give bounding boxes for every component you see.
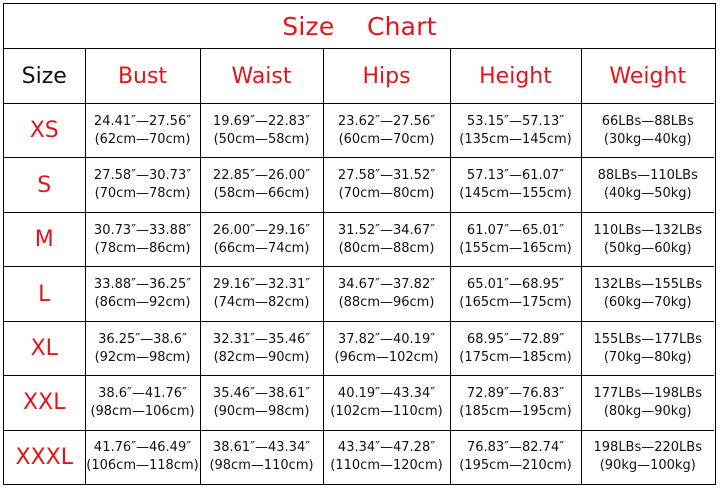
height-cell [450,430,581,484]
height-inches: 61.07″—65.01″ [466,222,565,238]
waist-cell [200,158,323,212]
height-inches: 76.83″—82.74″ [466,440,565,456]
hips-inches: 23.62″—27.56″ [337,113,436,129]
size-label: M [4,212,85,266]
hips-cell [323,321,450,375]
height-inches: 53.15″—57.13″ [466,113,565,129]
bust-inches: 38.6″—41.76″ [98,385,187,401]
weight-cell [581,158,714,212]
header-bust: Bust [85,49,200,104]
size-label: XL [4,321,85,375]
height-cm: (185cm—195cm) [459,403,572,419]
hips-cm: (70cm—80cm) [338,186,435,202]
waist-cm: (74cm—82cm) [213,295,310,311]
height-inches: 68.95″—72.89″ [466,331,565,347]
bust-cm: (86cm—92cm) [94,295,191,311]
weight-lbs: 110LBs—132LBs [593,222,702,238]
hips-inches: 34.67″—37.82″ [337,277,436,293]
weight-cell [581,104,714,158]
header-height: Height [450,49,581,104]
waist-inches: 29.16″—32.31″ [212,277,311,293]
waist-cell [200,376,323,430]
hips-inches: 43.34″—47.28″ [337,440,436,456]
table-row [4,212,714,266]
weight-kg: (50kg—60kg) [603,240,692,256]
hips-cell [323,212,450,266]
waist-cm: (58cm—66cm) [213,186,310,202]
size-label: XS [4,104,85,158]
weight-lbs: 66LBs—88LBs [601,113,694,129]
weight-cell [581,267,714,321]
size-table [4,48,714,484]
bust-cell [85,376,200,430]
waist-cm: (82cm—90cm) [213,349,310,365]
weight-lbs: 155LBs—177LBs [593,331,702,347]
weight-lbs: 198LBs—220LBs [593,440,702,456]
bust-cell [85,212,200,266]
waist-cell [200,212,323,266]
hips-cell [323,376,450,430]
size-label: XXXL [4,430,85,484]
chart-title: Size Chart [282,11,437,41]
hips-cell [323,267,450,321]
height-cell [450,158,581,212]
bust-inches: 24.41″—27.56″ [93,113,192,129]
weight-kg: (60kg—70kg) [603,295,692,311]
hips-cm: (60cm—70cm) [338,131,435,147]
weight-kg: (40kg—50kg) [603,186,692,202]
weight-lbs: 132LBs—155LBs [593,277,702,293]
table-row [4,104,714,158]
weight-cell [581,321,714,375]
header-size: Size [4,49,85,104]
bust-cm: (106cm—118cm) [86,458,199,474]
hips-cm: (102cm—110cm) [330,403,443,419]
size-label: S [4,158,85,212]
waist-inches: 22.85″—26.00″ [212,168,311,184]
bust-cell [85,267,200,321]
waist-inches: 38.61″—43.34″ [212,440,311,456]
hips-cell [323,158,450,212]
waist-cm: (50cm—58cm) [213,131,310,147]
height-inches: 72.89″—76.83″ [466,385,565,401]
waist-inches: 32.31″—35.46″ [212,331,311,347]
hips-inches: 40.19″—43.34″ [337,385,436,401]
bust-cell [85,158,200,212]
size-label: L [4,267,85,321]
waist-inches: 26.00″—29.16″ [212,222,311,238]
height-cm: (135cm—145cm) [459,131,572,147]
hips-cell [323,104,450,158]
bust-cm: (78cm—86cm) [94,240,191,256]
header-hips: Hips [323,49,450,104]
waist-inches: 35.46″—38.61″ [212,385,311,401]
bust-cell [85,104,200,158]
height-cm: (195cm—210cm) [459,458,572,474]
height-cm: (165cm—175cm) [459,295,572,311]
waist-cell [200,267,323,321]
weight-kg: (80kg—90kg) [603,403,692,419]
waist-cm: (90cm—98cm) [213,403,310,419]
height-cell [450,212,581,266]
waist-cell [200,321,323,375]
height-inches: 57.13″—61.07″ [466,168,565,184]
table-row [4,321,714,375]
size-chart [3,3,716,485]
height-cm: (155cm—165cm) [459,240,572,256]
bust-inches: 27.58″—30.73″ [93,168,192,184]
table-row [4,376,714,430]
bust-cell [85,321,200,375]
waist-cm: (98cm—110cm) [209,458,314,474]
weight-cell [581,430,714,484]
header-row [4,49,714,104]
header-weight: Weight [581,49,714,104]
height-cm: (145cm—155cm) [459,186,572,202]
table-row [4,158,714,212]
waist-cm: (66cm—74cm) [213,240,310,256]
height-cell [450,267,581,321]
table-row [4,430,714,484]
weight-lbs: 177LBs—198LBs [593,385,702,401]
waist-cell [200,104,323,158]
weight-kg: (90kg—100kg) [599,458,696,474]
waist-cell [200,430,323,484]
hips-inches: 27.58″—31.52″ [337,168,436,184]
height-inches: 65.01″—68.95″ [466,277,565,293]
hips-cm: (80cm—88cm) [338,240,435,256]
weight-kg: (70kg—80kg) [603,349,692,365]
weight-kg: (30kg—40kg) [603,131,692,147]
weight-lbs: 88LBs—110LBs [597,168,698,184]
header-waist: Waist [200,49,323,104]
hips-cm: (110cm—120cm) [330,458,443,474]
bust-inches: 41.76″—46.49″ [93,440,192,456]
hips-cell [323,430,450,484]
height-cm: (175cm—185cm) [459,349,572,365]
hips-cm: (88cm—96cm) [338,295,435,311]
weight-cell [581,212,714,266]
size-label: XXL [4,376,85,430]
hips-inches: 31.52″—34.67″ [337,222,436,238]
bust-inches: 33.88″—36.25″ [93,277,192,293]
hips-cm: (96cm—102cm) [334,349,439,365]
table-row [4,267,714,321]
height-cell [450,321,581,375]
hips-inches: 37.82″—40.19″ [337,331,436,347]
weight-cell [581,376,714,430]
bust-inches: 36.25″—38.6″ [98,331,187,347]
height-cell [450,376,581,430]
waist-inches: 19.69″—22.83″ [212,113,311,129]
bust-cm: (92cm—98cm) [94,349,191,365]
bust-cm: (62cm—70cm) [94,131,191,147]
bust-cell [85,430,200,484]
bust-inches: 30.73″—33.88″ [93,222,192,238]
height-cell [450,104,581,158]
title-row [4,4,715,49]
bust-cm: (70cm—78cm) [94,186,191,202]
bust-cm: (98cm—106cm) [90,403,195,419]
